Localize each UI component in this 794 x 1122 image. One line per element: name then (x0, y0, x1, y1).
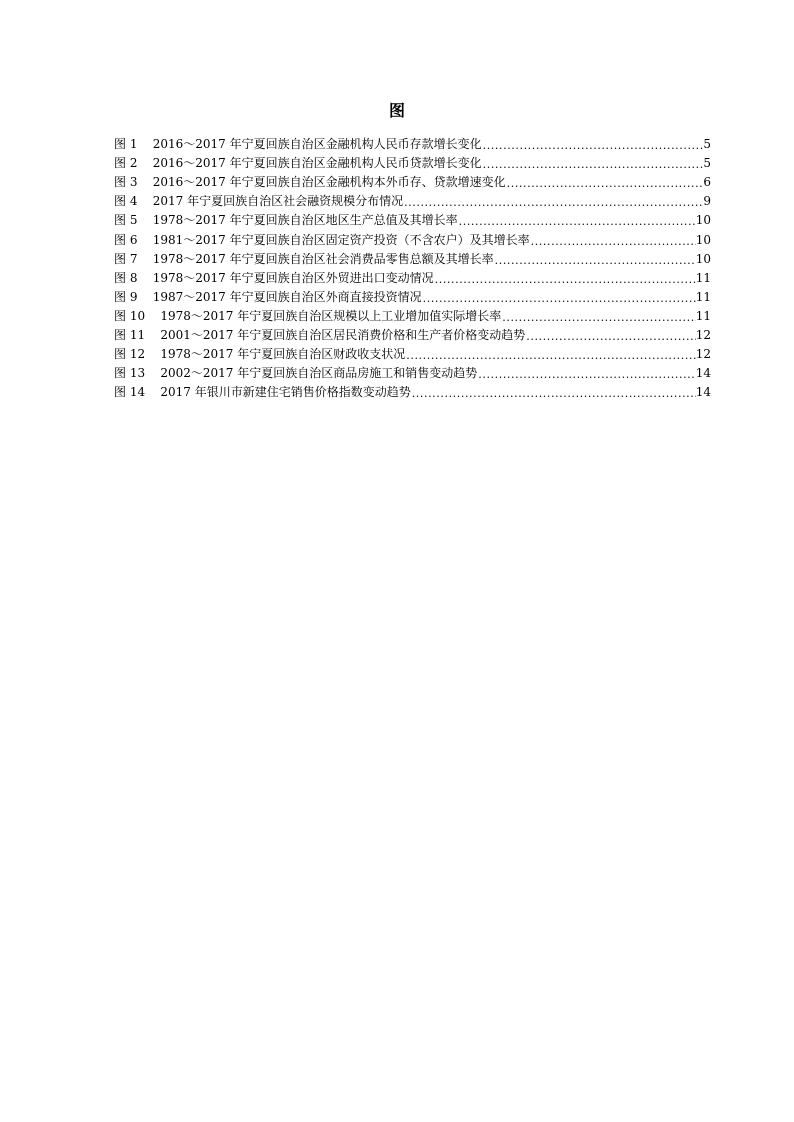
figure-title: 1978～2017 年宁夏回族自治区社会消费品零售总额及其增长率 (152, 251, 494, 266)
figure-label: 图 14 (114, 385, 161, 400)
figure-label: 图 2 (114, 156, 153, 171)
figure-label: 图 7 (114, 251, 153, 266)
page-number: 14 (695, 366, 711, 381)
dot-leader (501, 309, 695, 326)
toc-entry[interactable] (114, 250, 711, 269)
figure-title: 2016～2017 年宁夏回族自治区金融机构人民币存款增长变化 (152, 137, 482, 152)
figure-title: 2002～2017 年宁夏回族自治区商品房施工和销售变动趋势 (160, 366, 478, 381)
page-number: 12 (695, 347, 711, 362)
toc-entry[interactable] (114, 211, 711, 230)
figure-label: 图 1 (114, 137, 153, 152)
figure-title: 2016～2017 年宁夏回族自治区金融机构人民币贷款增长变化 (152, 156, 482, 171)
toc-entry[interactable] (114, 135, 711, 154)
toc-heading: 图 (388, 101, 405, 120)
dot-leader (477, 366, 695, 383)
dot-leader (434, 271, 696, 288)
dot-leader (482, 137, 704, 154)
figure-label: 图 4 (114, 194, 153, 209)
figure-title: 2016～2017 年宁夏回族自治区金融机构本外币存、贷款增速变化 (152, 175, 506, 190)
figure-title: 1987～2017 年宁夏回族自治区外商直接投资情况 (152, 289, 422, 304)
figure-title: 1978～2017 年宁夏回族自治区规模以上工业增加值实际增长率 (160, 308, 502, 323)
figure-label: 图 11 (114, 328, 161, 343)
page-number: 5 (703, 137, 711, 152)
figure-label: 图 3 (114, 175, 153, 190)
toc-entry[interactable] (114, 383, 711, 402)
dot-leader (405, 347, 695, 364)
figure-label: 图 13 (114, 366, 161, 381)
toc-entry[interactable] (114, 230, 711, 249)
figure-title: 1978～2017 年宁夏回族自治区财政收支状况 (160, 347, 406, 362)
toc-entry[interactable] (114, 326, 711, 345)
dot-leader (525, 328, 695, 345)
figure-title: 1978～2017 年宁夏回族自治区外贸进出口变动情况 (152, 270, 434, 285)
toc-entry[interactable] (114, 154, 711, 173)
dot-leader (422, 290, 696, 307)
toc-entry[interactable] (114, 192, 711, 211)
page-number: 14 (695, 385, 711, 400)
figure-title: 2017 年宁夏回族自治区社会融资规模分布情况 (152, 194, 404, 209)
figure-title: 2001～2017 年宁夏回族自治区居民消费价格和生产者价格变动趋势 (160, 328, 526, 343)
page-number: 10 (695, 251, 711, 266)
toc-entry[interactable] (114, 173, 711, 192)
dot-leader (530, 233, 696, 250)
toc-entry[interactable] (114, 364, 711, 383)
figure-title: 1981～2017 年宁夏回族自治区固定资产投资（不含农户）及其增长率 (152, 232, 530, 247)
figure-title: 1978～2017 年宁夏回族自治区地区生产总值及其增长率 (152, 213, 458, 228)
page-number: 10 (695, 232, 711, 247)
figure-title: 2017 年银川市新建住宅销售价格指数变动趋势 (160, 385, 411, 400)
toc-entry[interactable] (114, 307, 711, 326)
figure-label: 图 5 (114, 213, 153, 228)
page-number: 10 (695, 213, 711, 228)
toc-entry[interactable] (114, 288, 711, 307)
dot-leader (506, 175, 704, 192)
toc-entry[interactable] (114, 345, 711, 364)
dot-leader (458, 213, 696, 230)
dot-leader (494, 252, 696, 269)
dot-leader (411, 385, 696, 402)
page-number: 12 (695, 328, 711, 343)
page-number: 11 (695, 289, 711, 304)
figure-label: 图 6 (114, 232, 153, 247)
figure-label: 图 8 (114, 270, 153, 285)
page-number: 6 (703, 175, 711, 190)
page-number: 11 (695, 270, 711, 285)
figure-label: 图 9 (114, 289, 153, 304)
figure-label: 图 12 (114, 347, 161, 362)
figure-label: 图 10 (114, 308, 161, 323)
dot-leader (482, 156, 704, 173)
dot-leader (403, 194, 703, 211)
toc-entry[interactable] (114, 269, 711, 288)
page-number: 5 (703, 156, 711, 171)
page-number: 9 (703, 194, 711, 209)
page-number: 11 (695, 308, 711, 323)
figure-list (114, 135, 711, 402)
